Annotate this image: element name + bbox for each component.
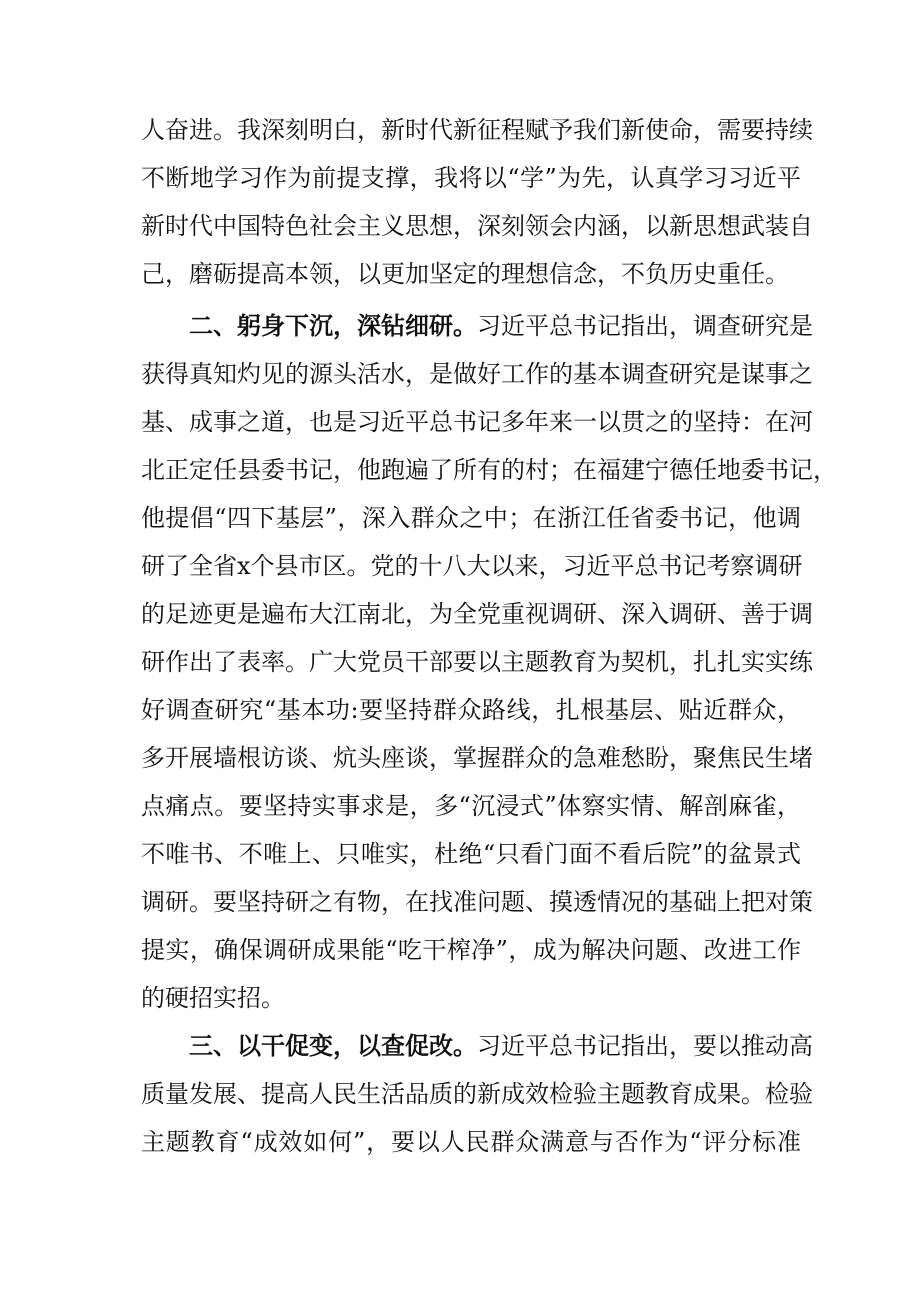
paragraph-first-line [141,302,813,350]
paragraph-line: 点痛点。要坚持实事求是，多“沉浸式”体察实情、解剖麻雀， [141,792,801,820]
paragraph-line: 研了全省x个县市区。党的十八大以来，习近平总书记考察调研 [141,552,803,580]
paragraph-line: 的硬招实招。 [141,984,285,1012]
paragraph-text: 习近平总书记指出，调查研究是 [477,312,813,340]
paragraph-line: 质量发展、提高人民生活品质的新成效检验主题教育成果。检验 [141,1080,813,1108]
paragraph-line: 获得真知灼见的源头活水，是做好工作的基本调查研究是谋事之 [141,360,813,388]
paragraph-continuation [141,106,813,298]
paragraph-line: 不断地学习作为前提支撑，我将以“学”为先，认真学习习近平 [141,164,801,192]
paragraph-first-line [141,1022,813,1070]
paragraph-line: 人奋进。我深刻明白，新时代新征程赋予我们新使命，需要持续 [141,116,813,144]
section-heading: 三、以干促变，以查促改。 [189,1031,477,1060]
paragraph-line: 北正定任县委书记，他跑遍了所有的村；在福建宁德任地委书记， [141,456,837,484]
paragraph-line: 好调查研究“基本功:要坚持群众路线，扎根基层、贴近群众， [141,696,801,724]
paragraph-line: 调研。要坚持研之有物，在找准问题、摸透情况的基础上把对策 [141,888,813,916]
section-three-paragraph [141,1022,813,1166]
section-two-paragraph [141,302,837,1022]
section-heading: 二、躬身下沉，深钻细研。 [189,311,477,340]
paragraph-line: 己，磨砺提高本领，以更加坚定的理想信念，不负历史重任。 [141,260,789,288]
paragraph-line: 不唯书、不唯上、只唯实，杜绝“只看门面不看后院”的盆景式 [141,840,801,868]
paragraph-text: 习近平总书记指出，要以推动高 [477,1032,813,1060]
paragraph-line: 多开展墙根访谈、炕头座谈，掌握群众的急难愁盼，聚焦民生堵 [141,744,813,772]
paragraph-line: 的足迹更是遍布大江南北，为全党重视调研、深入调研、善于调 [141,600,813,628]
paragraph-line: 基、成事之道，也是习近平总书记多年来一以贯之的坚持：在河 [141,408,813,436]
paragraph-line: 研作出了表率。广大党员干部要以主题教育为契机，扎扎实实练 [141,648,813,676]
paragraph-line: 提实，确保调研成果能“吃干榨净”，成为解决问题、改进工作 [141,936,801,964]
paragraph-line: 主题教育“成效如何”，要以人民群众满意与否作为“评分标准 [141,1128,801,1156]
paragraph-line: 新时代中国特色社会主义思想，深刻领会内涵，以新思想武装自 [141,212,813,240]
paragraph-line: 他提倡“四下基层”，深入群众之中；在浙江任省委书记，他调 [141,504,801,532]
